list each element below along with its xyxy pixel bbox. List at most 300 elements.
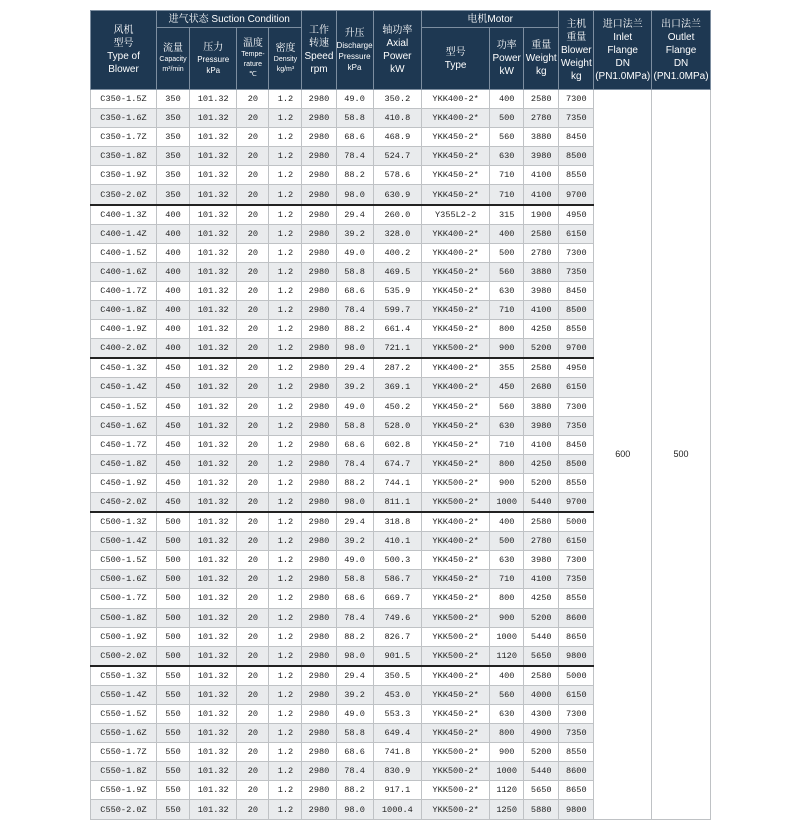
- cell-motor-weight: 4250: [524, 320, 559, 339]
- header-outlet-flange: 出口法兰 Outlet Flange DN (PN1.0MPa): [652, 11, 711, 90]
- table-body: [91, 90, 711, 820]
- cell-capacity: 550: [157, 666, 190, 686]
- header-temperature: 温度 Tempe- rature ℃: [237, 28, 269, 90]
- header-motor: 电机Motor: [422, 11, 559, 28]
- cell-pressure: 101.32: [190, 224, 237, 243]
- cell-capacity: 450: [157, 358, 190, 378]
- cell-blower-weight: 7300: [559, 90, 594, 109]
- cell-motor-type: YKK400-2*: [422, 532, 490, 551]
- cell-blower-weight: 9700: [559, 492, 594, 512]
- cell-discharge: 58.8: [336, 262, 373, 281]
- cell-model: C350-1.6Z: [91, 109, 157, 128]
- cell-blower-weight: 9800: [559, 646, 594, 666]
- cell-motor-weight: 5200: [524, 743, 559, 762]
- cell-axial-power: 369.1: [373, 378, 421, 397]
- cell-speed: 2980: [302, 454, 336, 473]
- cell-pressure: 101.32: [190, 646, 237, 666]
- cell-capacity: 350: [157, 90, 190, 109]
- cell-speed: 2980: [302, 646, 336, 666]
- cell-capacity: 400: [157, 262, 190, 281]
- cell-motor-weight: 5200: [524, 339, 559, 359]
- cell-motor-weight: 2780: [524, 532, 559, 551]
- cell-density: 1.2: [269, 532, 302, 551]
- cell-model: C550-2.0Z: [91, 800, 157, 819]
- cell-discharge: 58.8: [336, 109, 373, 128]
- cell-motor-weight: 4100: [524, 435, 559, 454]
- cell-motor-weight: 5440: [524, 627, 559, 646]
- cell-density: 1.2: [269, 147, 302, 166]
- cell-capacity: 550: [157, 762, 190, 781]
- cell-capacity: 550: [157, 781, 190, 800]
- cell-axial-power: 318.8: [373, 512, 421, 532]
- cell-pressure: 101.32: [190, 454, 237, 473]
- cell-temperature: 20: [237, 532, 269, 551]
- cell-blower-weight: 8650: [559, 627, 594, 646]
- cell-pressure: 101.32: [190, 705, 237, 724]
- cell-speed: 2980: [302, 627, 336, 646]
- cell-motor-weight: 4000: [524, 685, 559, 704]
- cell-density: 1.2: [269, 743, 302, 762]
- cell-motor-power: 560: [490, 128, 524, 147]
- cell-pressure: 101.32: [190, 724, 237, 743]
- cell-motor-weight: 3980: [524, 281, 559, 300]
- cell-capacity: 550: [157, 724, 190, 743]
- cell-discharge: 78.4: [336, 454, 373, 473]
- cell-temperature: 20: [237, 243, 269, 262]
- cell-density: 1.2: [269, 205, 302, 225]
- cell-axial-power: 350.5: [373, 666, 421, 686]
- cell-motor-type: YKK450-2*: [422, 281, 490, 300]
- cell-motor-type: YKK400-2*: [422, 512, 490, 532]
- cell-motor-power: 400: [490, 224, 524, 243]
- cell-capacity: 450: [157, 397, 190, 416]
- cell-motor-weight: 4100: [524, 166, 559, 185]
- cell-speed: 2980: [302, 492, 336, 512]
- cell-model: C500-1.5Z: [91, 551, 157, 570]
- cell-motor-weight: 3980: [524, 147, 559, 166]
- cell-motor-power: 400: [490, 666, 524, 686]
- cell-temperature: 20: [237, 570, 269, 589]
- cell-temperature: 20: [237, 512, 269, 532]
- cell-blower-weight: 6150: [559, 378, 594, 397]
- cell-discharge: 58.8: [336, 724, 373, 743]
- cell-speed: 2980: [302, 743, 336, 762]
- cell-motor-power: 500: [490, 109, 524, 128]
- cell-discharge: 98.0: [336, 185, 373, 205]
- cell-pressure: 101.32: [190, 570, 237, 589]
- cell-capacity: 350: [157, 166, 190, 185]
- cell-pressure: 101.32: [190, 762, 237, 781]
- cell-axial-power: 1000.4: [373, 800, 421, 819]
- cell-motor-power: 500: [490, 532, 524, 551]
- cell-blower-weight: 7300: [559, 243, 594, 262]
- cell-temperature: 20: [237, 685, 269, 704]
- cell-model: C550-1.8Z: [91, 762, 157, 781]
- cell-model: C400-1.7Z: [91, 281, 157, 300]
- cell-motor-type: YKK450-2*: [422, 397, 490, 416]
- cell-pressure: 101.32: [190, 90, 237, 109]
- cell-motor-weight: 2580: [524, 666, 559, 686]
- cell-discharge: 78.4: [336, 301, 373, 320]
- cell-discharge: 68.6: [336, 128, 373, 147]
- cell-model: C500-1.4Z: [91, 532, 157, 551]
- cell-model: C350-2.0Z: [91, 185, 157, 205]
- cell-pressure: 101.32: [190, 243, 237, 262]
- cell-axial-power: 453.0: [373, 685, 421, 704]
- cell-density: 1.2: [269, 492, 302, 512]
- cell-discharge: 78.4: [336, 147, 373, 166]
- cell-speed: 2980: [302, 224, 336, 243]
- cell-pressure: 101.32: [190, 185, 237, 205]
- cell-pressure: 101.32: [190, 551, 237, 570]
- cell-motor-power: 710: [490, 166, 524, 185]
- cell-pressure: 101.32: [190, 147, 237, 166]
- cell-density: 1.2: [269, 320, 302, 339]
- cell-motor-weight: 3880: [524, 262, 559, 281]
- cell-blower-weight: 7300: [559, 705, 594, 724]
- cell-blower-weight: 8500: [559, 301, 594, 320]
- cell-density: 1.2: [269, 627, 302, 646]
- cell-density: 1.2: [269, 473, 302, 492]
- cell-axial-power: 661.4: [373, 320, 421, 339]
- cell-model: C500-1.6Z: [91, 570, 157, 589]
- cell-temperature: 20: [237, 416, 269, 435]
- cell-motor-type: YKK450-2*: [422, 320, 490, 339]
- cell-motor-power: 450: [490, 378, 524, 397]
- cell-motor-type: YKK500-2*: [422, 800, 490, 819]
- cell-blower-weight: 8600: [559, 762, 594, 781]
- cell-speed: 2980: [302, 109, 336, 128]
- cell-speed: 2980: [302, 378, 336, 397]
- cell-speed: 2980: [302, 666, 336, 686]
- cell-motor-type: YKK500-2*: [422, 646, 490, 666]
- cell-motor-power: 630: [490, 705, 524, 724]
- cell-speed: 2980: [302, 166, 336, 185]
- cell-axial-power: 535.9: [373, 281, 421, 300]
- cell-density: 1.2: [269, 358, 302, 378]
- cell-model: C550-1.5Z: [91, 705, 157, 724]
- cell-axial-power: 287.2: [373, 358, 421, 378]
- cell-motor-type: YKK400-2*: [422, 109, 490, 128]
- cell-motor-type: YKK450-2*: [422, 185, 490, 205]
- cell-motor-weight: 3980: [524, 416, 559, 435]
- cell-discharge: 29.4: [336, 512, 373, 532]
- cell-pressure: 101.32: [190, 743, 237, 762]
- cell-discharge: 98.0: [336, 646, 373, 666]
- cell-density: 1.2: [269, 128, 302, 147]
- cell-temperature: 20: [237, 608, 269, 627]
- cell-density: 1.2: [269, 570, 302, 589]
- cell-model: C550-1.4Z: [91, 685, 157, 704]
- cell-pressure: 101.32: [190, 666, 237, 686]
- cell-model: C500-1.9Z: [91, 627, 157, 646]
- cell-axial-power: 528.0: [373, 416, 421, 435]
- cell-temperature: 20: [237, 262, 269, 281]
- cell-motor-type: YKK500-2*: [422, 492, 490, 512]
- cell-capacity: 350: [157, 128, 190, 147]
- cell-capacity: 400: [157, 301, 190, 320]
- cell-temperature: 20: [237, 800, 269, 819]
- cell-motor-weight: 3880: [524, 128, 559, 147]
- cell-motor-power: 800: [490, 724, 524, 743]
- cell-pressure: 101.32: [190, 416, 237, 435]
- header-motor-weight: 重量 Weight kg: [524, 28, 559, 90]
- cell-density: 1.2: [269, 243, 302, 262]
- cell-capacity: 450: [157, 473, 190, 492]
- cell-discharge: 49.0: [336, 551, 373, 570]
- cell-pressure: 101.32: [190, 781, 237, 800]
- cell-axial-power: 901.5: [373, 646, 421, 666]
- cell-capacity: 500: [157, 512, 190, 532]
- cell-temperature: 20: [237, 781, 269, 800]
- cell-blower-weight: 7350: [559, 262, 594, 281]
- cell-motor-power: 710: [490, 185, 524, 205]
- outlet-flange-value: 500: [652, 90, 711, 820]
- cell-density: 1.2: [269, 454, 302, 473]
- cell-density: 1.2: [269, 90, 302, 109]
- cell-blower-weight: 8600: [559, 608, 594, 627]
- cell-density: 1.2: [269, 800, 302, 819]
- cell-capacity: 500: [157, 646, 190, 666]
- cell-motor-type: YKK500-2*: [422, 473, 490, 492]
- cell-capacity: 500: [157, 589, 190, 608]
- cell-temperature: 20: [237, 205, 269, 225]
- header-axial-power: 轴功率 Axial Power kW: [373, 11, 421, 90]
- cell-blower-weight: 6150: [559, 532, 594, 551]
- cell-discharge: 98.0: [336, 800, 373, 819]
- cell-model: C400-1.3Z: [91, 205, 157, 225]
- cell-density: 1.2: [269, 762, 302, 781]
- cell-discharge: 88.2: [336, 166, 373, 185]
- cell-motor-weight: 4100: [524, 185, 559, 205]
- cell-capacity: 450: [157, 454, 190, 473]
- cell-motor-type: YKK450-2*: [422, 589, 490, 608]
- cell-motor-type: YKK450-2*: [422, 262, 490, 281]
- cell-speed: 2980: [302, 281, 336, 300]
- cell-model: C400-1.8Z: [91, 301, 157, 320]
- cell-discharge: 88.2: [336, 473, 373, 492]
- cell-pressure: 101.32: [190, 109, 237, 128]
- cell-discharge: 98.0: [336, 492, 373, 512]
- cell-model: C450-1.4Z: [91, 378, 157, 397]
- cell-motor-type: YKK450-2*: [422, 705, 490, 724]
- cell-blower-weight: 7350: [559, 570, 594, 589]
- cell-discharge: 29.4: [336, 666, 373, 686]
- cell-blower-weight: 9700: [559, 185, 594, 205]
- cell-model: C450-1.3Z: [91, 358, 157, 378]
- cell-density: 1.2: [269, 435, 302, 454]
- cell-speed: 2980: [302, 705, 336, 724]
- cell-capacity: 500: [157, 532, 190, 551]
- cell-model: C450-1.7Z: [91, 435, 157, 454]
- cell-pressure: 101.32: [190, 128, 237, 147]
- cell-axial-power: 826.7: [373, 627, 421, 646]
- cell-density: 1.2: [269, 551, 302, 570]
- cell-motor-power: 355: [490, 358, 524, 378]
- cell-blower-weight: 4950: [559, 205, 594, 225]
- cell-pressure: 101.32: [190, 262, 237, 281]
- cell-motor-weight: 3980: [524, 551, 559, 570]
- cell-motor-power: 560: [490, 262, 524, 281]
- cell-speed: 2980: [302, 512, 336, 532]
- cell-discharge: 78.4: [336, 608, 373, 627]
- cell-motor-weight: 2680: [524, 378, 559, 397]
- cell-motor-type: YKK400-2*: [422, 90, 490, 109]
- cell-motor-power: 1000: [490, 762, 524, 781]
- cell-speed: 2980: [302, 608, 336, 627]
- cell-speed: 2980: [302, 473, 336, 492]
- cell-discharge: 49.0: [336, 397, 373, 416]
- header-capacity: 流量 Capacity m³/min: [157, 28, 190, 90]
- cell-discharge: 58.8: [336, 416, 373, 435]
- cell-axial-power: 524.7: [373, 147, 421, 166]
- cell-motor-weight: 5880: [524, 800, 559, 819]
- cell-capacity: 450: [157, 492, 190, 512]
- cell-blower-weight: 6150: [559, 685, 594, 704]
- cell-speed: 2980: [302, 800, 336, 819]
- cell-axial-power: 469.5: [373, 262, 421, 281]
- cell-motor-power: 900: [490, 743, 524, 762]
- cell-axial-power: 630.9: [373, 185, 421, 205]
- cell-motor-power: 1000: [490, 492, 524, 512]
- cell-capacity: 400: [157, 320, 190, 339]
- cell-speed: 2980: [302, 724, 336, 743]
- table-header: [91, 11, 711, 90]
- header-pressure: 压力 Pressure kPa: [190, 28, 237, 90]
- cell-model: C450-2.0Z: [91, 492, 157, 512]
- cell-axial-power: 450.2: [373, 397, 421, 416]
- cell-speed: 2980: [302, 90, 336, 109]
- cell-model: C400-1.4Z: [91, 224, 157, 243]
- cell-temperature: 20: [237, 454, 269, 473]
- cell-motor-type: YKK400-2*: [422, 358, 490, 378]
- cell-density: 1.2: [269, 397, 302, 416]
- cell-motor-power: 1000: [490, 627, 524, 646]
- cell-capacity: 350: [157, 185, 190, 205]
- cell-discharge: 68.6: [336, 281, 373, 300]
- cell-blower-weight: 5000: [559, 666, 594, 686]
- cell-blower-weight: 7350: [559, 109, 594, 128]
- cell-motor-type: YKK450-2*: [422, 551, 490, 570]
- cell-density: 1.2: [269, 781, 302, 800]
- cell-capacity: 500: [157, 551, 190, 570]
- cell-motor-weight: 5200: [524, 608, 559, 627]
- cell-pressure: 101.32: [190, 378, 237, 397]
- cell-temperature: 20: [237, 90, 269, 109]
- cell-blower-weight: 9800: [559, 800, 594, 819]
- cell-axial-power: 578.6: [373, 166, 421, 185]
- cell-axial-power: 468.9: [373, 128, 421, 147]
- cell-motor-type: YKK450-2*: [422, 166, 490, 185]
- cell-speed: 2980: [302, 762, 336, 781]
- cell-axial-power: 586.7: [373, 570, 421, 589]
- cell-motor-weight: 5440: [524, 762, 559, 781]
- cell-density: 1.2: [269, 512, 302, 532]
- cell-model: C350-1.8Z: [91, 147, 157, 166]
- cell-blower-weight: 8650: [559, 781, 594, 800]
- cell-capacity: 400: [157, 224, 190, 243]
- cell-blower-weight: 8450: [559, 281, 594, 300]
- cell-blower-weight: 8550: [559, 320, 594, 339]
- cell-temperature: 20: [237, 646, 269, 666]
- cell-capacity: 550: [157, 685, 190, 704]
- cell-motor-weight: 2780: [524, 109, 559, 128]
- cell-density: 1.2: [269, 685, 302, 704]
- cell-temperature: 20: [237, 147, 269, 166]
- cell-axial-power: 721.1: [373, 339, 421, 359]
- cell-density: 1.2: [269, 378, 302, 397]
- header-motor-power: 功率 Power kW: [490, 28, 524, 90]
- cell-model: C550-1.3Z: [91, 666, 157, 686]
- cell-motor-weight: 4900: [524, 724, 559, 743]
- cell-pressure: 101.32: [190, 532, 237, 551]
- cell-temperature: 20: [237, 627, 269, 646]
- cell-speed: 2980: [302, 532, 336, 551]
- cell-temperature: 20: [237, 397, 269, 416]
- cell-pressure: 101.32: [190, 320, 237, 339]
- header-blower: 风机 型号 Type of Blower: [91, 11, 157, 90]
- cell-model: C450-1.9Z: [91, 473, 157, 492]
- cell-motor-power: 630: [490, 281, 524, 300]
- cell-motor-power: 315: [490, 205, 524, 225]
- cell-pressure: 101.32: [190, 512, 237, 532]
- cell-motor-type: YKK400-2*: [422, 224, 490, 243]
- cell-motor-type: YKK450-2*: [422, 301, 490, 320]
- cell-blower-weight: 7300: [559, 551, 594, 570]
- cell-motor-weight: 4250: [524, 589, 559, 608]
- cell-model: C500-1.7Z: [91, 589, 157, 608]
- cell-capacity: 550: [157, 800, 190, 819]
- cell-blower-weight: 8450: [559, 435, 594, 454]
- cell-motor-power: 900: [490, 608, 524, 627]
- cell-motor-power: 800: [490, 589, 524, 608]
- cell-motor-weight: 2580: [524, 358, 559, 378]
- cell-pressure: 101.32: [190, 800, 237, 819]
- cell-pressure: 101.32: [190, 281, 237, 300]
- cell-discharge: 88.2: [336, 781, 373, 800]
- cell-motor-weight: 2580: [524, 224, 559, 243]
- cell-motor-power: 1250: [490, 800, 524, 819]
- cell-axial-power: 350.2: [373, 90, 421, 109]
- cell-model: C350-1.7Z: [91, 128, 157, 147]
- cell-motor-power: 900: [490, 339, 524, 359]
- cell-pressure: 101.32: [190, 435, 237, 454]
- cell-speed: 2980: [302, 301, 336, 320]
- cell-discharge: 98.0: [336, 339, 373, 359]
- cell-discharge: 39.2: [336, 378, 373, 397]
- cell-motor-power: 800: [490, 454, 524, 473]
- cell-pressure: 101.32: [190, 473, 237, 492]
- inlet-flange-value: 600: [594, 90, 652, 820]
- cell-motor-type: YKK500-2*: [422, 608, 490, 627]
- cell-speed: 2980: [302, 685, 336, 704]
- cell-capacity: 400: [157, 281, 190, 300]
- cell-capacity: 450: [157, 378, 190, 397]
- cell-temperature: 20: [237, 166, 269, 185]
- cell-speed: 2980: [302, 320, 336, 339]
- cell-blower-weight: 8550: [559, 743, 594, 762]
- cell-discharge: 78.4: [336, 762, 373, 781]
- cell-motor-weight: 4300: [524, 705, 559, 724]
- cell-density: 1.2: [269, 224, 302, 243]
- cell-capacity: 500: [157, 570, 190, 589]
- cell-discharge: 68.6: [336, 435, 373, 454]
- cell-discharge: 39.2: [336, 224, 373, 243]
- cell-temperature: 20: [237, 589, 269, 608]
- cell-motor-power: 630: [490, 416, 524, 435]
- cell-axial-power: 649.4: [373, 724, 421, 743]
- cell-axial-power: 599.7: [373, 301, 421, 320]
